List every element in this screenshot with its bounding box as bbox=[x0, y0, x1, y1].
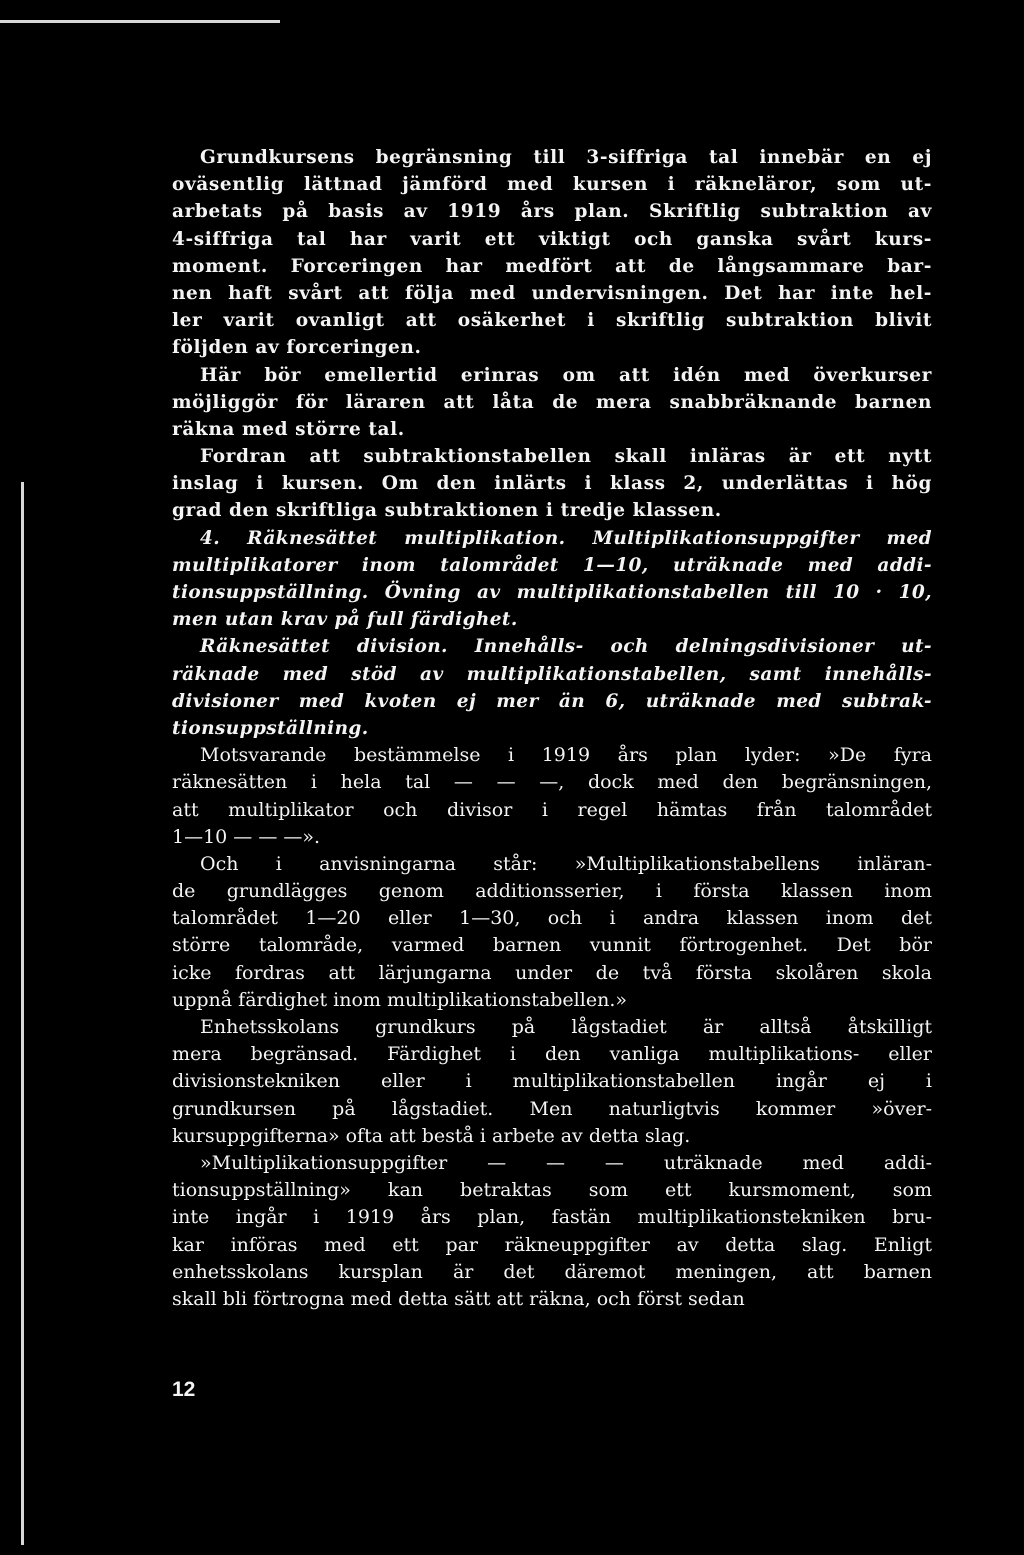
text-line: grad den skriftliga subtraktionen i tredje klassen. bbox=[172, 500, 722, 522]
section-grundkurs-subtraction bbox=[172, 144, 932, 525]
section-multiplication-division-course bbox=[172, 525, 932, 743]
text-line: grundkursen på lågstadiet. Men naturligtvis kommer »över- bbox=[172, 1097, 932, 1120]
text-line: skall bli förtrogna med detta sätt att räkna, och först sedan bbox=[172, 1287, 745, 1310]
text-line: divisionstekniken eller i multiplikationstabellen ingår ej i bbox=[172, 1070, 932, 1093]
text-line: de grundlägges genom additionsserier, i första klassen inom bbox=[172, 880, 932, 903]
text-line: räkna med större tal. bbox=[172, 418, 405, 440]
text-line: 1—10 — — —». bbox=[172, 825, 321, 848]
text-line: räknesätten i hela tal — — —, dock med den begränsningen, bbox=[172, 771, 932, 794]
text-line: divisioner med kvoten ej mer än 6, uträknade med subtrak- bbox=[172, 690, 932, 712]
text-line: inte ingår i 1919 års plan, fastän multiplikationstekniken bru- bbox=[172, 1206, 932, 1229]
text-line: uppnå färdighet inom multiplikationstabellen.» bbox=[172, 988, 627, 1011]
text-line: inslag i kursen. Om den inlärts i klass 2, underlättas i hög bbox=[172, 473, 932, 495]
text-line: 4-siffriga tal har varit ett viktigt och ganska svårt kurs- bbox=[172, 228, 932, 250]
text-line: tionsuppställning. Övning av multiplikationstabellen till 10 · 10, bbox=[172, 582, 932, 603]
text-line: Fordran att subtraktionstabellen skall inläras är ett nytt bbox=[200, 446, 932, 468]
text-line: kar införas med ett par räkneuppgifter av detta slag. Enligt bbox=[172, 1233, 932, 1256]
text-line: tionsuppställning» kan betraktas som ett kursmoment, som bbox=[172, 1179, 932, 1202]
text-line: möjliggör för läraren att låta de mera snabbräknande barnen bbox=[172, 391, 932, 413]
text-line: Motsvarande bestämmelse i 1919 års plan lyder: »De fyra bbox=[200, 744, 932, 767]
text-line: 4. Räknesättet multiplikation. Multiplikationsuppgifter med bbox=[200, 527, 932, 549]
page-number: 12 bbox=[172, 1378, 196, 1401]
text-line: Grundkursens begränsning till 3-siffriga tal innebär en ej bbox=[200, 147, 932, 168]
text-line: större talområde, varmed barnen vunnit förtrogenhet. Det bör bbox=[172, 934, 932, 957]
text-line: Räknesättet division. Innehålls- och delningsdivisioner ut- bbox=[200, 636, 932, 658]
text-line: att multiplikator och divisor i regel hämtas från talområdet bbox=[172, 798, 932, 821]
text-line: enhetsskolans kursplan är det däremot meningen, att barnen bbox=[172, 1260, 932, 1283]
text-line: tionsuppställning. bbox=[172, 717, 369, 739]
text-line: Och i anvisningarna står: »Multiplikationstabellens inläran- bbox=[200, 852, 932, 875]
text-line: talområdet 1—20 eller 1—30, och i andra klassen inom det bbox=[172, 907, 932, 930]
text-line: ler varit ovanligt att osäkerhet i skriftlig subtraktion blivit bbox=[172, 310, 932, 332]
text-line: följden av forceringen. bbox=[172, 337, 422, 359]
text-line: icke fordras att lärjungarna under de två första skolåren skola bbox=[172, 961, 932, 984]
text-line: men utan krav på full färdighet. bbox=[172, 609, 518, 631]
left-margin-rule bbox=[21, 482, 24, 1545]
text-line: räknade med stöd av multiplikationstabellen, samt innehålls- bbox=[172, 663, 932, 685]
text-line: nen haft svårt att följa med undervisningen. Det har inte hel- bbox=[172, 282, 932, 304]
section-commentary bbox=[172, 742, 932, 1313]
text-line: multiplikatorer inom talområdet 1—10, uträknade med addi- bbox=[172, 554, 932, 576]
text-line: Här bör emellertid erinras om att idén med överkurser bbox=[200, 364, 932, 386]
text-line: Enhetsskolans grundkurs på lågstadiet är alltså åtskilligt bbox=[200, 1016, 932, 1038]
text-line: »Multiplikationsuppgifter — — — uträknade med addi- bbox=[200, 1151, 932, 1174]
page-body bbox=[172, 144, 932, 1313]
text-line: mera begränsad. Färdighet i den vanliga multiplikations- eller bbox=[172, 1043, 932, 1066]
text-line: arbetats på basis av 1919 års plan. Skriftlig subtraktion av bbox=[172, 201, 932, 223]
text-line: moment. Forceringen har medfört att de långsammare bar- bbox=[172, 255, 932, 277]
top-rule bbox=[0, 20, 280, 23]
text-line: oväsentlig lättnad jämförd med kursen i räkneläror, som ut- bbox=[172, 174, 932, 196]
text-line: kursuppgifterna» ofta att bestå i arbete av detta slag. bbox=[172, 1124, 691, 1147]
